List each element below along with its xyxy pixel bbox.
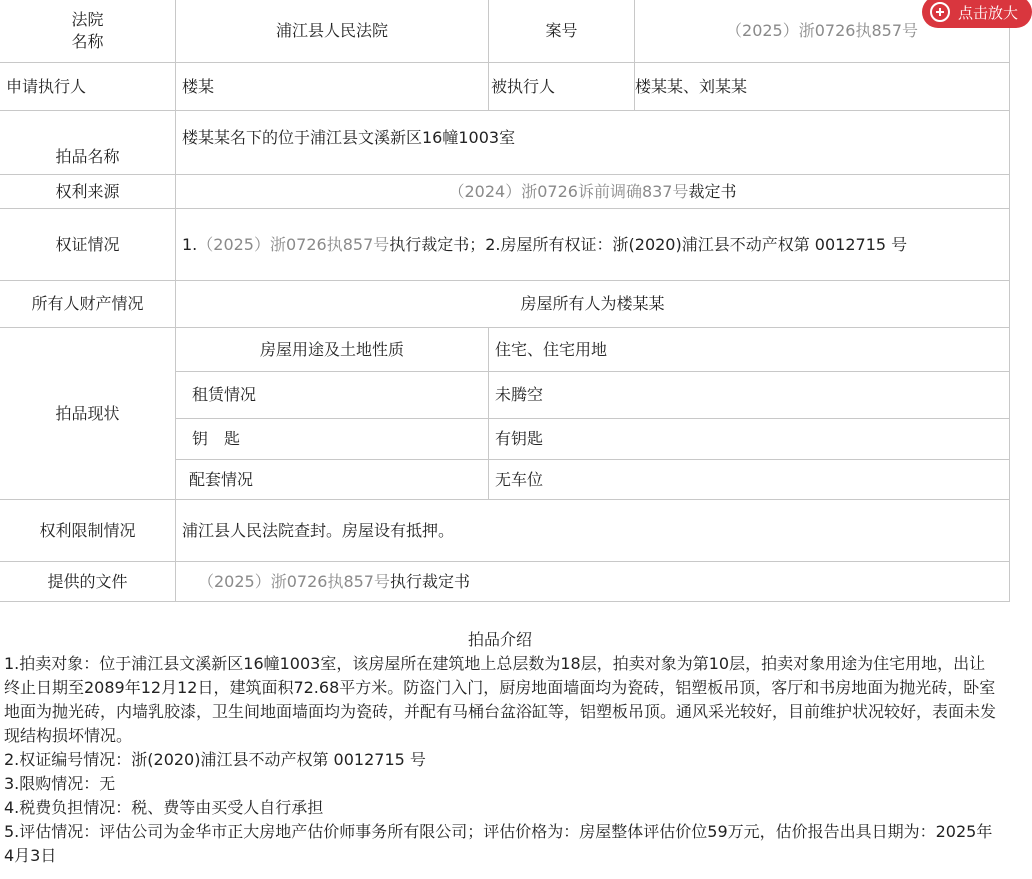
rights-source-label: 权利来源 [0,175,176,209]
cert-case-no: （2025）浙0726执857号 [197,234,390,254]
row-cert [0,209,1010,281]
intro-paragraph: 1.拍卖对象：位于浦江县文溪新区16幢1003室，该房屋所在建筑地上总层数为18层，拍卖对象为第10层，拍卖对象用途为住宅用地，出让终止日期至2089年12月12日，建筑面积72.68平方米。防盗门入门，厨房地面墙面均为瓷砖，铝塑板吊顶，客厅和书房地面为抛光砖，卧室地面为抛光砖，内墙乳胶漆，卫生间地面墙面均为瓷砖，并配有马桶台盆浴缸等，铝塑板吊顶。通风采光较好，目前维护状况较好，表面未发现结构损坏情况。 [4,654,997,745]
docs-value: （2025）浙0726执857号执行裁定书 [176,562,1010,602]
owner-value: 房屋所有人为楼某某 [176,281,1010,328]
applicant-value: 楼某 [176,63,489,111]
row-court [0,0,1010,63]
row-docs [0,562,1010,602]
case-label: 案号 [489,0,635,63]
owner-label: 所有人财产情况 [0,281,176,328]
zoom-in-label: 点击放大 [958,3,1019,22]
restriction-value: 浦江县人民法院查封。房屋设有抵押。 [176,500,1010,562]
status-row-label: 钥 匙 [176,419,489,460]
applicant-label: 申请执行人 [0,63,176,111]
respondent-label: 被执行人 [489,63,635,111]
row-parties [0,63,1010,111]
court-value: 浦江县人民法院 [176,0,489,63]
rights-source-case-no: （2024）浙0726诉前调确837号 [448,181,689,201]
intro-title: 拍品介绍 [467,630,532,649]
cert-label: 权证情况 [0,209,176,281]
respondent-value: 楼某某、刘某某 [635,63,1010,111]
rights-source-doc: 裁定书 [688,181,737,201]
docs-case-no: （2025）浙0726执857号 [198,571,390,591]
status-row-value: 未腾空 [489,372,1010,419]
item-name-label: 拍品名称 [0,111,176,175]
row-status-1 [0,328,1010,372]
status-row-label: 配套情况 [176,460,489,500]
case-value: （2025）浙0726执857号 [635,0,1010,63]
status-row-value: 住宅、住宅用地 [489,328,1010,372]
status-row-value: 有钥匙 [489,419,1010,460]
zoom-in-icon [930,2,950,22]
restriction-label: 权利限制情况 [0,500,176,562]
status-row-label: 租赁情况 [176,372,489,419]
intro-paragraph: 3.限购情况：无 [4,774,116,793]
row-rights-source [0,175,1010,209]
status-row-value: 无车位 [489,460,1010,500]
row-owner [0,281,1010,328]
status-row-label: 房屋用途及土地性质 [176,328,489,372]
intro-paragraph: 2.权证编号情况：浙(2020)浦江县不动产权第 0012715 号 [4,750,426,769]
docs-label: 提供的文件 [0,562,176,602]
court-label: 法院 名称 [0,0,176,63]
item-intro [4,628,996,868]
cert-value: 1.（2025）浙0726执857号执行裁定书；2.房屋所有权证：浙(2020)浦江县不动产权第 0012715 号 [176,209,1010,281]
item-name-value: 楼某某名下的位于浦江县文溪新区16幢1003室 [176,111,1010,175]
row-item-name [0,111,1010,175]
status-label: 拍品现状 [0,328,176,500]
row-restriction [0,500,1010,562]
intro-paragraph: 5.评估情况：评估公司为金华市正大房地产估价师事务所有限公司；评估价格为：房屋整体评估价位59万元，估价报告出具日期为：2025年4月3日 [4,822,993,865]
zoom-in-button[interactable] [922,0,1032,28]
rights-source-value [176,175,1010,209]
intro-paragraph: 4.税费负担情况：税、费等由买受人自行承担 [4,798,324,817]
